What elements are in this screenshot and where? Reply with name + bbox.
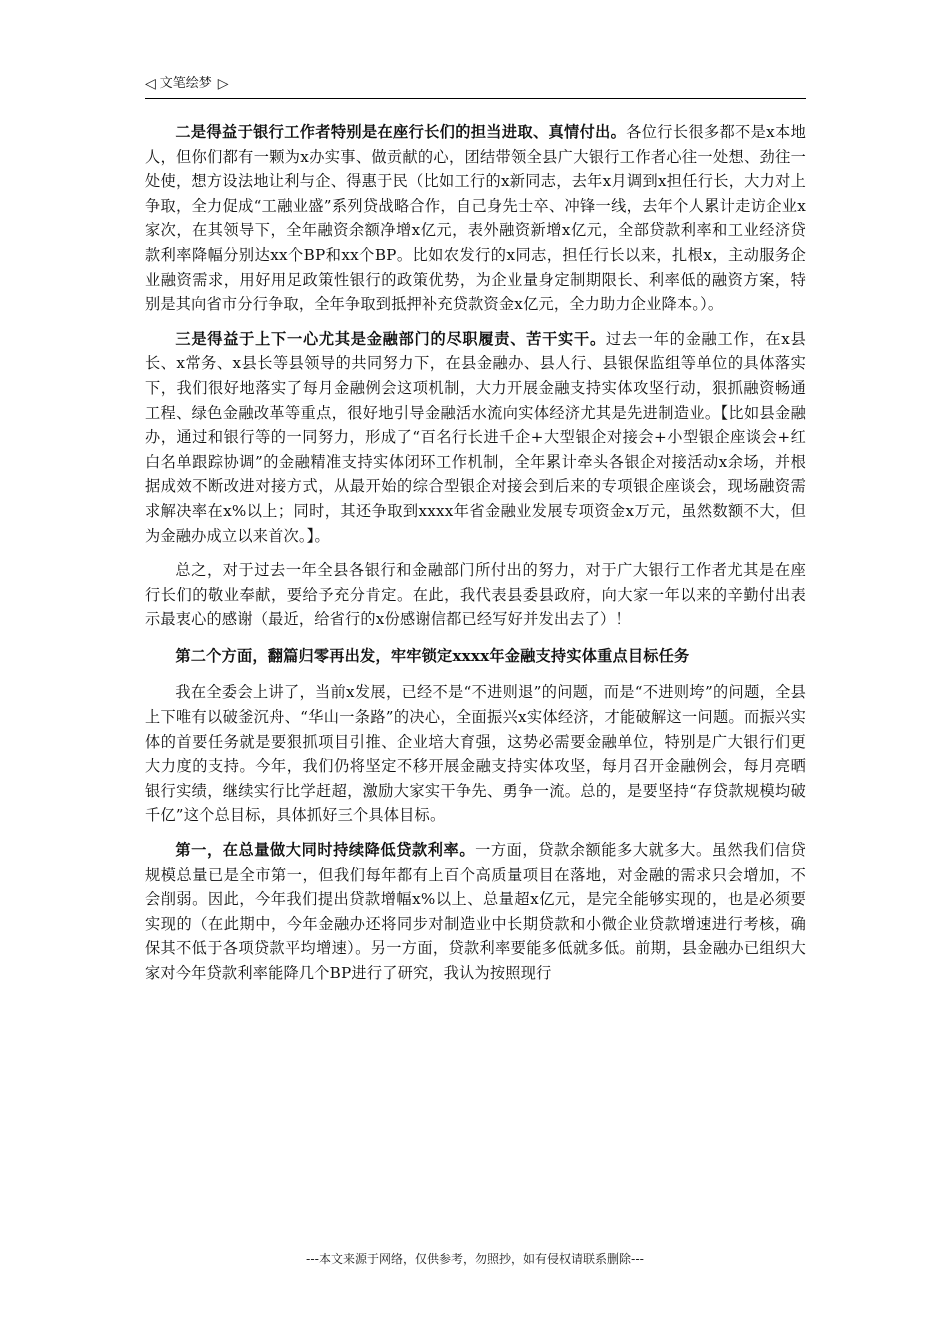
paragraph-1 (145, 120, 806, 317)
paragraph-text: 我在全委会上讲了，当前x发展，已经不是“不进则退”的问题，而是“不进则垮”的问题，全县上下唯有以破釜沉舟、“华山一条路”的决心，全面振兴x实体经济，才能破解这一问题。而振兴实体的首要任务就是要狠抓项目引推、企业培大育强，这势必需要金融单位，特别是广大银行们更大力度的支持。今年，我们仍将坚定不移开展金融支持实体攻坚，每月召开金融例会，每月亮晒银行实绩，继续实行比学赶超，激励大家实干争先、勇争一流。总的，是要坚持“存贷款规模均破千亿”这个总目标，具体抓好三个具体目标。 (145, 683, 806, 825)
page-header (145, 74, 806, 99)
paragraph-text: 过去一年的金融工作，在x县长、x常务、x县长等县领导的共同努力下，在县金融办、县人行、县银保监组等单位的具体落实下，我们很好地落实了每月金融例会这项机制，大力开展金融支持实体攻坚行动，狠抓融资畅通工程、绿色金融改革等重点，很好地引导金融活水流向实体经济尤其是先进制造业。【比如县金融办，通过和银行等的一同努力，形成了“百名行长进千企+大型银企对接会+小型银企座谈会+红白名单跟踪协调”的金融精准支持实体闭环工作机制，全年累计牵头各银企对接活动x余场，并根据成效不断改进对接方式，从最开始的综合型银企对接会到后来的专项银企座谈会，现场融资需求解决率在x%以上；同时，其还争取到xxxx年省金融业发展专项资金x万元，虽然数额不大，但为金融办成立以来首次。】。 (145, 329, 806, 545)
brand-name: 文笔绘梦 (159, 76, 212, 91)
right-triangle-icon: ▷ (217, 76, 229, 92)
header-brand (145, 76, 229, 92)
paragraph-text: 各位行长很多都不是x本地人，但你们都有一颗为x办实事、做贡献的心，团结带领全县广大银行工作者心往一处想、劲往一处使，想方设法地让利与企、得惠于民（比如工行的x新同志，去年x月调到x担任行长，大力对上争取，全力促成“工融业盛”系列贷战略合作，自己身先士卒、冲锋一线，去年个人累计走访企业x家次，在其领导下，全年融资余额净增x亿元，表外融资新增x亿元，全部贷款利率和工业经济贷款利率降幅分别达xx个BP和xx个BP。比如农发行的x同志，担任行长以来，扎根x，主动服务企业融资需求，用好用足政策性银行的政策优势，为企业量身定制期限长、利率低的融资方案，特别是其向省市分行争取，全年争取到抵押补充贷款资金x亿元，全力助力企业降本。）。 (145, 123, 806, 314)
page-footer: ---本文来源于网络，仅供参考，勿照抄，如有侵权请联系删除--- (306, 1252, 644, 1266)
section-heading: 第二个方面，翻篇归零再出发，牢牢锁定xxxx年金融支持实体重点目标任务 (175, 646, 690, 665)
paragraph-5 (145, 680, 806, 828)
paragraph-6 (145, 838, 806, 986)
paragraph-lead: 第一，在总量做大同时持续降低贷款利率。 (175, 841, 476, 860)
document-body (145, 120, 806, 996)
paragraph-text: 总之，对于过去一年全县各银行和金融部门所付出的努力，对于广大银行工作者尤其是在座行长们的敬业奉献，要给予充分肯定。在此，我代表县委县政府，向大家一年以来的辛勤付出表示最衷心的感谢（最近，给省行的x份感谢信都已经写好并发出去了）！ (145, 561, 806, 629)
paragraph-lead: 三是得益于上下一心尤其是金融部门的尽职履责、苦干实干。 (175, 329, 606, 348)
paragraph-lead: 二是得益于银行工作者特别是在座行长们的担当进取、真情付出。 (175, 123, 627, 141)
paragraph-text: 一方面，贷款余额能多大就多大。虽然我们信贷规模总量已是全市第一，但我们每年都有上百个高质量项目在落地，对金融的需求只会增加，不会削弱。因此，今年我们提出贷款增幅x%以上、总量超x亿元，是完全能够实现的，也是必须要实现的（在此期中，今年金融办还将同步对制造业中长期贷款和小微企业贷款增速进行考核，确保其不低于各项贷款平均增速）。另一方面，贷款利率要能多低就多低。前期，县金融办已组织大家对今年贷款利率能降几个BP进行了研究，我认为按照现行 (145, 841, 806, 982)
paragraph-3 (145, 558, 806, 632)
paragraph-2 (145, 327, 806, 548)
left-triangle-icon: ◁ (145, 76, 156, 92)
